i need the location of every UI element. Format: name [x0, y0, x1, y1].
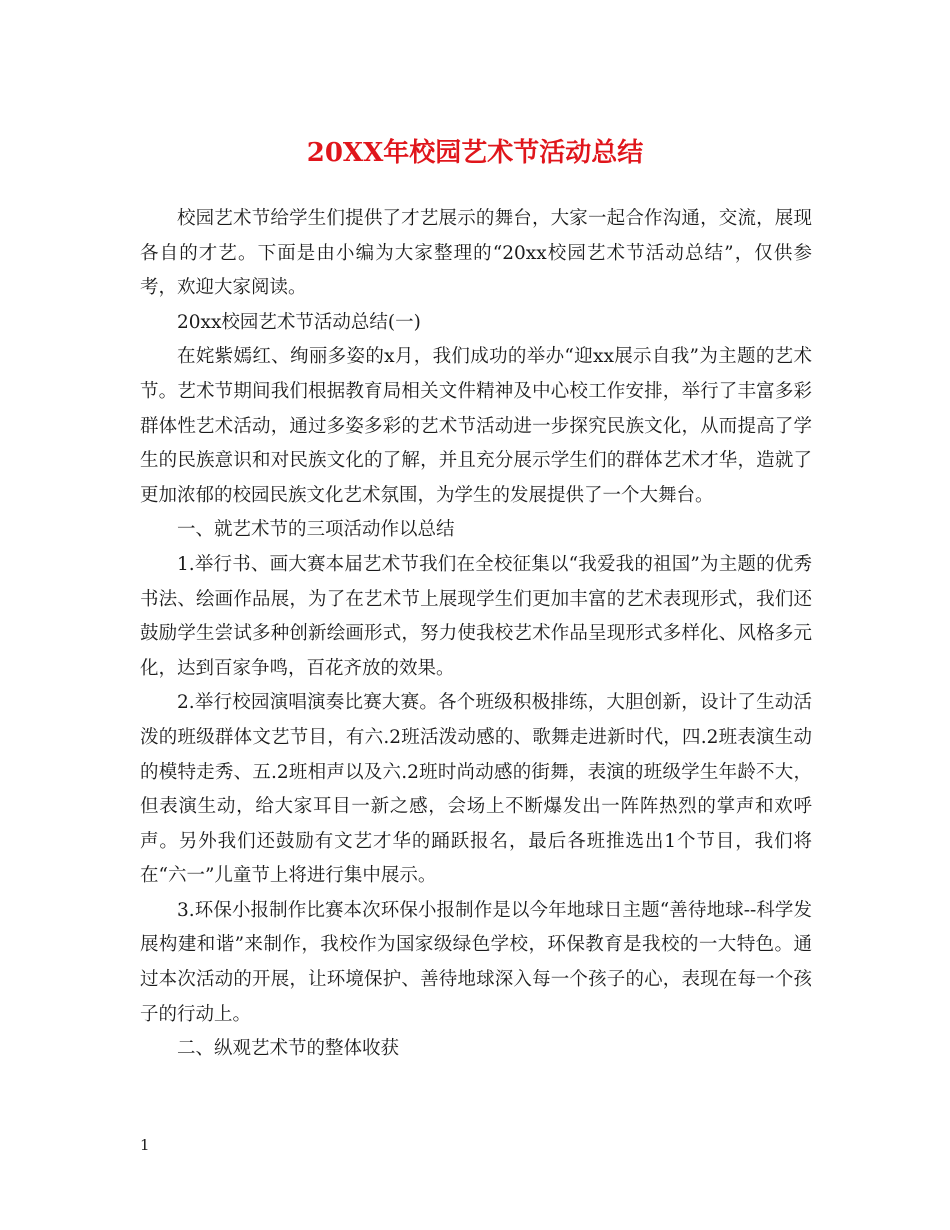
document-title: 20XX年校园艺术节活动总结: [306, 138, 644, 168]
body-paragraph: 1.举行书、画大赛本届艺术节我们在全校征集以“我爱我的祖国”为主题的优秀书法、绘画作品展，为了在艺术节上展现学生们更加丰富的艺术表现形式，我们还鼓励学生尝试多种创新绘画形式，努力使我校艺术作品呈现形式多样化、风格多元化，达到百家争鸣，百花齐放的效果。: [140, 553, 812, 679]
intro-paragraph: 校园艺术节给学生们提供了才艺展示的舞台，大家一起合作沟通，交流，展现各自的才艺。下面是由小编为大家整理的“20xx校园艺术节活动总结”，仅供参考，欢迎大家阅读。: [140, 208, 812, 299]
section-heading: 一、就艺术节的三项活动作以总结: [177, 519, 455, 541]
section-heading: 20xx校园艺术节活动总结(一): [177, 311, 421, 333]
body-paragraph: 在姹紫嫣红、绚丽多姿的x月，我们成功的举办“迎xx展示自我”为主题的艺术节。艺术节期间我们根据教育局相关文件精神及中心校工作安排，举行了丰富多彩群体性艺术活动，通过多姿多彩的艺术节活动进一步探究民族文化，从而提高了学生的民族意识和对民族文化的了解，并且充分展示学生们的群体艺术才华，造就了更加浓郁的校园民族文化艺术氛围，为学生的发展提供了一个大舞台。: [140, 346, 812, 506]
document-body: [140, 202, 812, 1067]
body-paragraph: 3.环保小报制作比赛本次环保小报制作是以今年地球日主题“善待地球--科学发展构建和谐”来制作，我校作为国家级绿色学校，环保教育是我校的一大特色。通过本次活动的开展，让环境保护、善待地球深入每一个孩子的心，表现在每一个孩子的行动上。: [140, 899, 812, 1025]
section-heading: 二、纵观艺术节的整体收获: [177, 1038, 400, 1060]
body-paragraph: 2.举行校园演唱演奏比赛大赛。各个班级积极排练，大胆创新，设计了生动活泼的班级群体文艺节目，有六.2班活泼动感的、歌舞走进新时代，四.2班表演生动的模特走秀、五.2班相声以及六.2班时尚动感的街舞，表演的班级学生年龄不大，但表演生动，给大家耳目一新之感，会场上不断爆发出一阵阵热烈的掌声和欢呼声。另外我们还鼓励有文艺才华的踊跃报名，最后各班推选出1个节目，我们将在“六一”儿童节上将进行集中展示。: [140, 692, 812, 887]
page-number: 1: [140, 1136, 150, 1154]
